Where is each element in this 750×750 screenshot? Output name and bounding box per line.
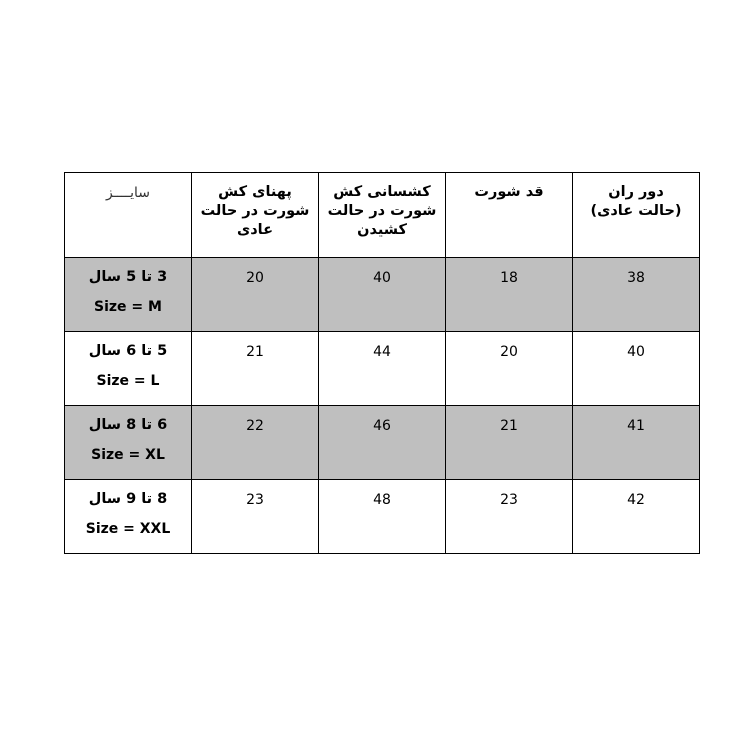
waist-width-value: 20 xyxy=(246,270,264,286)
age-range: 3 تا 5 سال xyxy=(88,269,168,285)
header-cell-thigh xyxy=(573,173,700,258)
header-waist-width-label: پهنای کش شورت در حالت عادی xyxy=(200,184,310,238)
waist-stretch-cell xyxy=(319,258,446,332)
age-range: 5 تا 6 سال xyxy=(88,343,168,359)
length-cell xyxy=(446,332,573,406)
size-cell xyxy=(65,332,192,406)
size-cell xyxy=(65,258,192,332)
waist-stretch-value: 48 xyxy=(373,492,391,508)
size-code: Size = XXL xyxy=(85,521,171,537)
header-length-label: قد شورت xyxy=(474,184,544,200)
waist-stretch-value: 40 xyxy=(373,270,391,286)
waist-width-cell xyxy=(192,480,319,554)
thigh-value: 38 xyxy=(627,270,645,286)
length-value: 21 xyxy=(500,418,518,434)
thigh-cell xyxy=(573,406,700,480)
table-row xyxy=(65,406,700,480)
age-range: 8 تا 9 سال xyxy=(88,491,168,507)
table-row xyxy=(65,332,700,406)
waist-width-cell xyxy=(192,406,319,480)
header-waist-stretch-label: کشسانی کش شورت در حالت کشیدن xyxy=(327,184,437,238)
length-value: 18 xyxy=(500,270,518,286)
waist-stretch-cell xyxy=(319,406,446,480)
thigh-cell xyxy=(573,480,700,554)
header-cell-waist-width xyxy=(192,173,319,258)
size-cell xyxy=(65,480,192,554)
header-cell-length xyxy=(446,173,573,258)
header-cell-size xyxy=(65,173,192,258)
waist-stretch-value: 44 xyxy=(373,344,391,360)
length-cell xyxy=(446,258,573,332)
length-cell xyxy=(446,480,573,554)
header-size-label: سایــــز xyxy=(105,185,151,201)
table-header-row xyxy=(65,173,700,258)
thigh-value: 41 xyxy=(627,418,645,434)
thigh-value: 42 xyxy=(627,492,645,508)
thigh-cell xyxy=(573,332,700,406)
age-range: 6 تا 8 سال xyxy=(88,417,168,433)
size-cell xyxy=(65,406,192,480)
size-chart-table xyxy=(64,172,700,554)
thigh-value: 40 xyxy=(627,344,645,360)
waist-width-value: 21 xyxy=(246,344,264,360)
waist-width-cell xyxy=(192,332,319,406)
table-row xyxy=(65,480,700,554)
waist-width-value: 22 xyxy=(246,418,264,434)
length-value: 20 xyxy=(500,344,518,360)
size-code: Size = M xyxy=(94,299,162,315)
waist-stretch-cell xyxy=(319,480,446,554)
size-code: Size = L xyxy=(96,373,160,389)
header-cell-waist-stretch xyxy=(319,173,446,258)
waist-stretch-cell xyxy=(319,332,446,406)
table-row xyxy=(65,258,700,332)
length-value: 23 xyxy=(500,492,518,508)
length-cell xyxy=(446,406,573,480)
waist-width-cell xyxy=(192,258,319,332)
size-code: Size = XL xyxy=(91,447,165,463)
header-thigh-label: دور ران (حالت عادی) xyxy=(590,184,682,219)
waist-width-value: 23 xyxy=(246,492,264,508)
thigh-cell xyxy=(573,258,700,332)
waist-stretch-value: 46 xyxy=(373,418,391,434)
